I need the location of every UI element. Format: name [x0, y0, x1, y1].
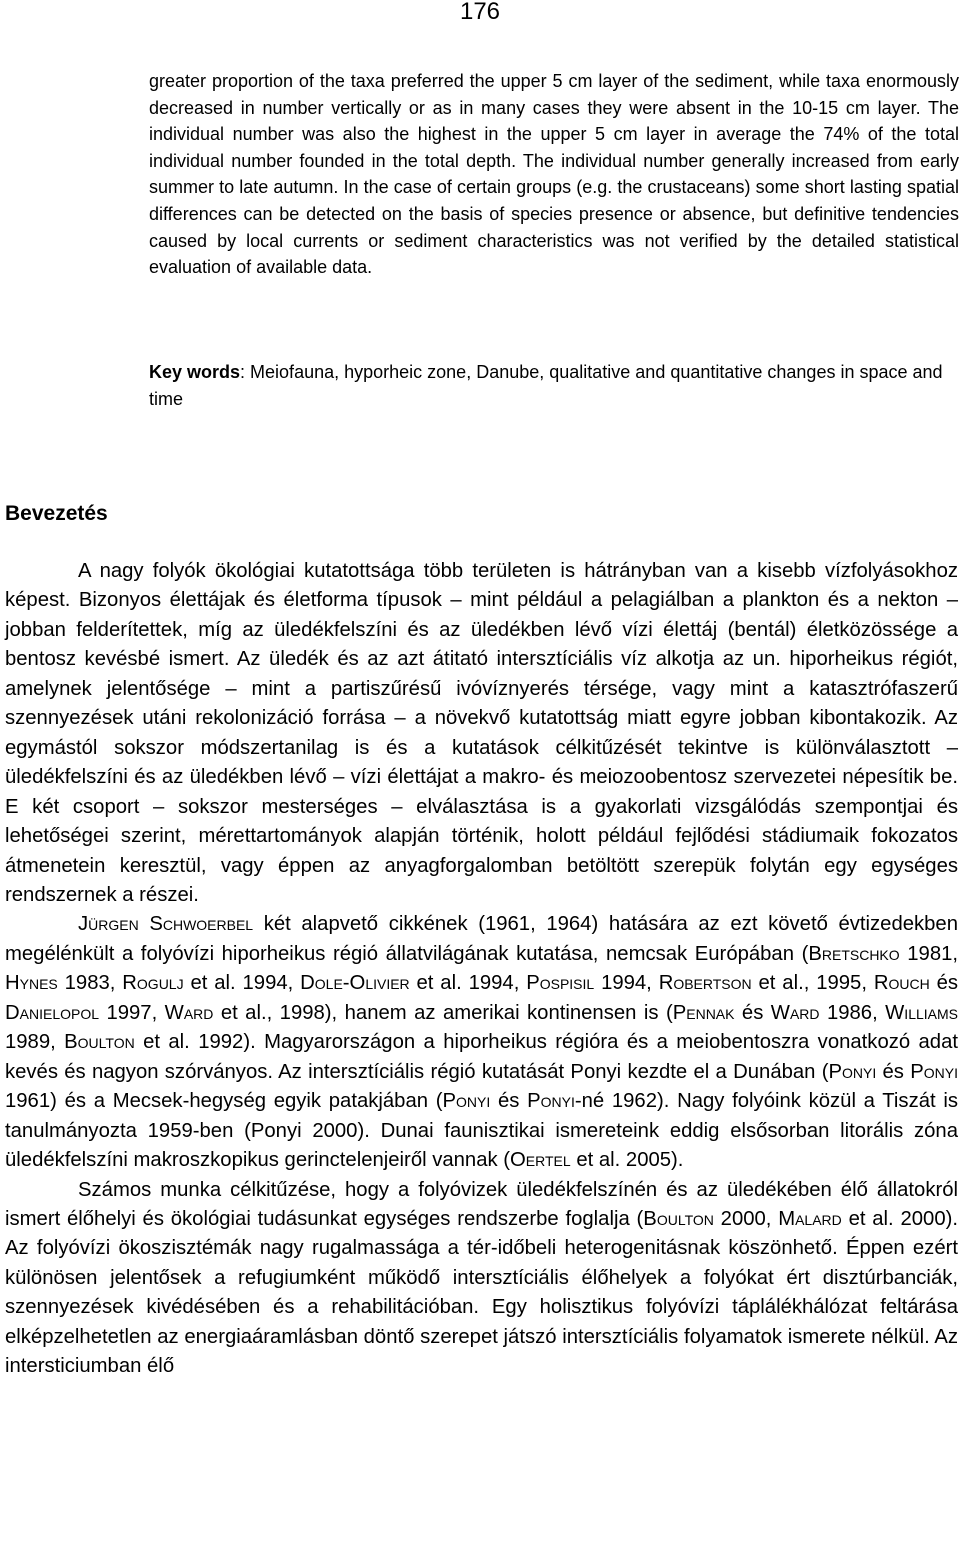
text-run: 1989,: [5, 1031, 65, 1054]
text-run: 1961) és a Mecsek-hegység egyik patakjában (: [5, 1090, 443, 1113]
citation-author: Rogulj: [122, 972, 184, 995]
text-run: 1981,: [899, 942, 959, 965]
text-run: 1986,: [819, 1001, 886, 1024]
text-run: két alapvető cikkének (1961, 1964) hatására az ezt követő évtizedekben megélénkült a folyóvízi hiporheikus régió állatvilágának kutatása, nemcsak Európában (: [5, 913, 958, 965]
citation-author: Rouch: [873, 972, 930, 995]
author-name: Jürgen Schwoerbel: [78, 913, 254, 936]
text-run: et al. 1994,: [409, 972, 527, 995]
text-run: és: [734, 1001, 771, 1024]
text-run: -né 1962). Nagy folyóink közül a Tiszát is tanulmányozta 1959-ben (Ponyi 2000). Dunai faunisztikai ismereteink eddig elsősorban litorális zóna üledékfelszíni makroszkopikus gerinctelenjeiről vannak (: [5, 1090, 958, 1172]
citation-author: Hynes: [5, 972, 58, 995]
citation-author: Robertson: [658, 972, 752, 995]
citation-author: Pospisil: [526, 972, 595, 995]
text-run: et al. 2000). Az folyóvízi ökoszisztémák nagy rugalmassága a tér-időbeli heterogenitásnak köszönhető. Éppen ezért különösen jelentősek a refugiumként működő intersztíciális élőhelyek a folyókat ért disztúrbanciák, szennyezések kivédésében és a rehabilitációban. Egy holisztikus folyóvízi táplálékhálózat feltárása elképzelhetetlen az energiaáramlásban döntő szerepet játszó intersztíciális folyamatok ismerete nélkül. Az intersticiumban élő: [5, 1207, 958, 1378]
citation-author: Ward: [770, 1001, 820, 1024]
citation-author: Ponyi: [910, 1060, 958, 1083]
citation-author: Pennak: [672, 1001, 735, 1024]
text-run: et al. 2005).: [570, 1149, 684, 1172]
citation-author: Williams: [885, 1001, 958, 1024]
text-run: és: [929, 972, 958, 995]
text-run: és: [490, 1090, 528, 1113]
citation-author: Ponyi: [527, 1090, 575, 1113]
keywords-text: Meiofauna, hyporheic zone, Danube, qualitative and quantitative changes in space and time: [149, 362, 943, 409]
citation-author: Ponyi: [442, 1090, 491, 1113]
text-run: et al. 1992). Magyarországon a hiporheikus régióra és a meiobentoszra vonatkozó adat kevés és nagyon szórványos. Az intersztíciális régió kutatását Ponyi kezdte el a Dunában (: [5, 1031, 958, 1083]
text-run: 1997,: [99, 1001, 165, 1024]
paragraph-1: A nagy folyók ökológiai kutatottsága több területen is hátrányban van a kisebb vízfolyásokhoz képest. Bizonyos élettájak és életforma típusok – mint például a pelagiálban a plankton és a nekton – jobban felderítettek, míg az üledékfelszíni és az üledékben lévő vízi élettáj (bentál) életközössége a bentosz kevésbé ismert. Az üledék és az azt átitató intersztíciális víz alkotja az un. hiporheikus régiót, amelynek jelentősége – mint a partiszűrésű ivóvíznyerés térsége, vagy mint a katasztrófaszerű szennyezések utáni rekolonizáció forrása – a növekvő kutatottság miatt egyre jobban kibontakozik. Az egymástól sokszor módszertanilag is és a kutatások célkitűzését tekintve is különválasztott – üledékfelszíni és az üledékben lévő – vízi élettájat a makro- és meiozoobentosz szervezetei népesítik be. E két csoport – sokszor mesterséges – elválasztása is a gyakorlati vizsgálódás szempontjai és lehetőségei szerint, mérettartományok alapján történik, holott például fejlődési stádiumaik fokozatos átmenetein keresztül, vagy éppen az anyagforgalomban betöltött szerepük folytán egy egységes rendszernek a részei.: [5, 560, 958, 906]
paragraph-3: [5, 1176, 958, 1382]
text-run: et al., 1998), hanem az amerikai kontinensen is (: [213, 1001, 673, 1024]
citation-author: Boulton: [643, 1207, 714, 1230]
citation-author: Dole-Olivier: [300, 972, 410, 995]
abstract-block: [149, 68, 959, 281]
citation-author: Boulton: [64, 1031, 135, 1054]
keywords-line: [149, 359, 959, 412]
section-heading: Bevezetés: [5, 502, 108, 525]
citation-author: Danielopol: [5, 1001, 100, 1024]
abstract-text: greater proportion of the taxa preferred the upper 5 cm layer of the sediment, while taxa enormously decreased in number vertically or as in many cases they were absent in the 10-15 cm layer. The individual number was also the highest in the upper 5 cm layer in average the 74% of the total individual number founded in the total depth. The individual number generally increased from early summer to late autumn. In the case of certain groups (e.g. the crustaceans) some short lasting spatial differences can be detected on the basis of species presence or absence, but definitive tendencies caused by local currents or sediment characteristics was not verified by the detailed statistical evaluation of available data.: [149, 71, 959, 278]
keywords-separator: :: [240, 362, 251, 382]
paragraph-2: [5, 910, 958, 1175]
citation-author: Ward: [164, 1001, 214, 1024]
citation-author: Ponyi: [828, 1060, 877, 1083]
keywords-label: Key words: [149, 362, 241, 382]
citation-author: Bretschko: [808, 942, 900, 965]
text-run: 1994,: [594, 972, 659, 995]
text-run: et al., 1995,: [751, 972, 874, 995]
page-number: 176: [459, 0, 501, 25]
text-run: Számos munka célkitűzése, hogy a folyóvizek üledékfelszínén és az üledékében élő állatokról ismert élőhelyi és ökológiai tudásunkat egységes rendszerbe foglalja (: [5, 1178, 958, 1230]
text-run: 2000,: [713, 1207, 779, 1230]
body-text: [5, 557, 958, 1382]
text-run: és: [876, 1060, 911, 1083]
text-run: et al. 1994,: [183, 972, 301, 995]
citation-author: Malard: [778, 1207, 842, 1230]
text-run: 1983,: [57, 972, 123, 995]
citation-author: Oertel: [510, 1149, 571, 1172]
